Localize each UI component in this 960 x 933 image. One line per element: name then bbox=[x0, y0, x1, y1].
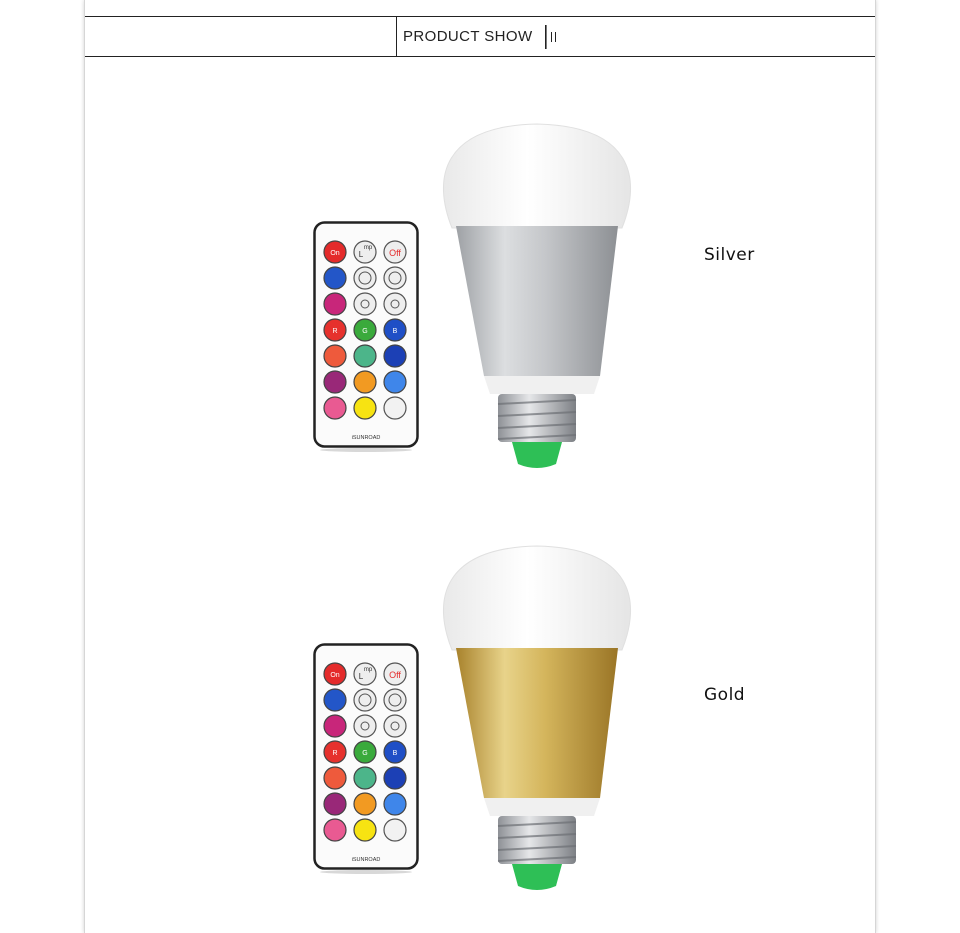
remote-button bbox=[354, 345, 376, 367]
remote-brand: iSUNROAD bbox=[351, 435, 381, 441]
remote-button bbox=[324, 819, 346, 841]
remote-button bbox=[354, 397, 376, 419]
remote-button bbox=[324, 397, 346, 419]
remote-button bbox=[324, 767, 346, 789]
remote-control bbox=[313, 643, 421, 880]
header-divider bbox=[396, 17, 397, 56]
remote-button bbox=[384, 819, 406, 841]
header-bars-icon bbox=[543, 25, 559, 49]
remote-button-label: G bbox=[362, 328, 368, 335]
remote-button-label: B bbox=[392, 750, 398, 757]
remote-button-label: G bbox=[362, 750, 368, 757]
remote-button bbox=[354, 767, 376, 789]
section-title: PRODUCT SHOW bbox=[403, 28, 533, 45]
remote-button bbox=[354, 371, 376, 393]
remote-button-label: Off bbox=[389, 670, 401, 680]
remote-button bbox=[324, 267, 346, 289]
remote-button-label: R bbox=[332, 750, 338, 757]
remote-button bbox=[354, 267, 376, 289]
remote-button bbox=[324, 345, 346, 367]
remote-button bbox=[384, 267, 406, 289]
remote-button-label: R bbox=[332, 328, 338, 335]
remote-brand: iSUNROAD bbox=[351, 857, 381, 863]
remote-button-label: On bbox=[330, 250, 340, 257]
remote-button bbox=[384, 293, 406, 315]
color-label-gold: Gold bbox=[704, 685, 746, 705]
remote-button-label: mp bbox=[363, 245, 373, 251]
remote-button bbox=[354, 293, 376, 315]
color-label-silver: Silver bbox=[704, 245, 755, 265]
remote-button bbox=[324, 371, 346, 393]
remote-button bbox=[384, 767, 406, 789]
remote-button bbox=[324, 293, 346, 315]
remote-button bbox=[354, 819, 376, 841]
remote-button bbox=[384, 397, 406, 419]
remote-button bbox=[354, 715, 376, 737]
remote-button-label: On bbox=[330, 672, 340, 679]
remote-button bbox=[354, 689, 376, 711]
remote-button bbox=[324, 689, 346, 711]
remote-button bbox=[324, 715, 346, 737]
product-silver bbox=[85, 118, 875, 488]
bulb-image bbox=[432, 540, 642, 907]
remote-button bbox=[384, 371, 406, 393]
product-gold bbox=[85, 540, 875, 910]
remote-button bbox=[384, 345, 406, 367]
remote-button-label: B bbox=[392, 328, 398, 335]
product-page bbox=[84, 0, 876, 933]
remote-button bbox=[384, 793, 406, 815]
remote-button bbox=[354, 793, 376, 815]
remote-button bbox=[384, 715, 406, 737]
remote-button bbox=[384, 689, 406, 711]
remote-control bbox=[313, 221, 421, 458]
remote-button-label: Off bbox=[389, 248, 401, 258]
section-header bbox=[85, 16, 875, 57]
bulb-image bbox=[432, 118, 642, 485]
remote-button-label: L bbox=[358, 672, 364, 681]
remote-button-label: mp bbox=[363, 667, 373, 673]
remote-control-image bbox=[313, 221, 421, 453]
remote-control-image bbox=[313, 643, 421, 875]
remote-button bbox=[324, 793, 346, 815]
remote-button-label: L bbox=[358, 250, 364, 259]
